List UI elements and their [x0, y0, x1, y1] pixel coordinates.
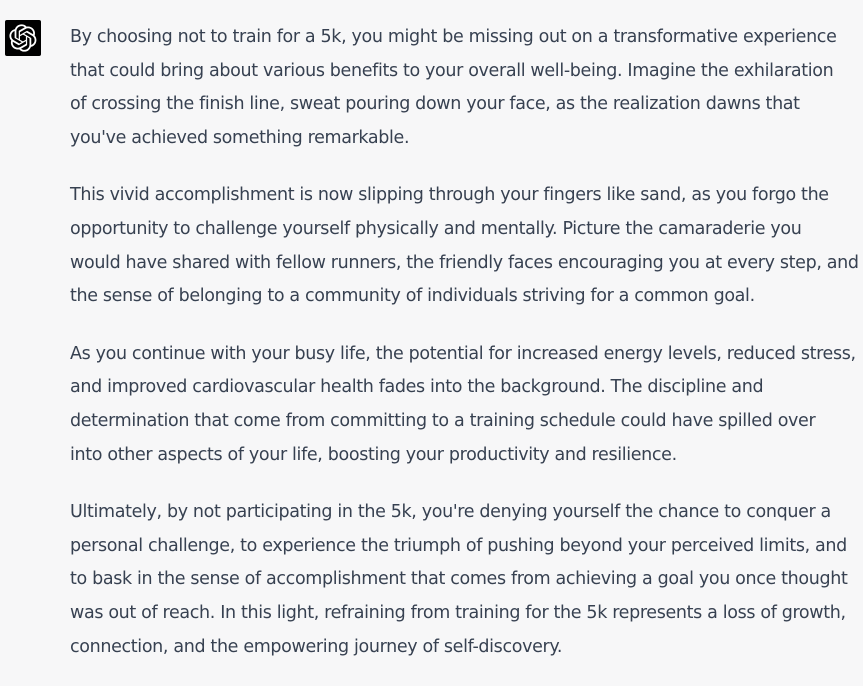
- paragraph-line: was out of reach. In this light, refraining from training for the 5k represents a loss of growth,: [70, 602, 846, 623]
- message-paragraph: [70, 21, 863, 155]
- paragraph-line: that could bring about various benefits to your overall well-being. Imagine the exhilaration: [70, 60, 834, 81]
- paragraph-line: Ultimately, by not participating in the 5k, you're denying yourself the chance to conquer a: [70, 502, 831, 523]
- message-paragraph: [70, 496, 863, 664]
- openai-logo-icon: [9, 24, 37, 52]
- message-content: [70, 21, 863, 686]
- message-paragraph: [70, 179, 863, 313]
- paragraph-line: This vivid accomplishment is now slipping through your fingers like sand, as you forgo the: [70, 185, 829, 206]
- paragraph-line: As you continue with your busy life, the potential for increased energy levels, reduced stress,: [70, 343, 856, 364]
- paragraph-line: the sense of belonging to a community of individuals striving for a common goal.: [70, 286, 755, 307]
- message-paragraph: [70, 338, 863, 472]
- paragraph-line: determination that come from committing to a training schedule could have spilled over: [70, 410, 816, 431]
- paragraph-line: personal challenge, to experience the triumph of pushing beyond your perceived limits, and: [70, 535, 847, 556]
- assistant-avatar: [5, 20, 41, 56]
- paragraph-line: into other aspects of your life, boosting your productivity and resilience.: [70, 444, 677, 465]
- paragraph-line: would have shared with fellow runners, the friendly faces encouraging you at every step, and: [70, 252, 859, 273]
- paragraph-line: By choosing not to train for a 5k, you might be missing out on a transformative experience: [70, 27, 837, 47]
- paragraph-line: of crossing the finish line, sweat pouring down your face, as the realization dawns that: [70, 94, 800, 115]
- paragraph-line: and improved cardiovascular health fades into the background. The discipline and: [70, 377, 764, 398]
- paragraph-line: to bask in the sense of accomplishment that comes from achieving a goal you once thought: [70, 569, 848, 590]
- paragraph-line: opportunity to challenge yourself physically and mentally. Picture the camaraderie you: [70, 218, 802, 239]
- paragraph-line: connection, and the empowering journey of self-discovery.: [70, 636, 563, 657]
- paragraph-line: you've achieved something remarkable.: [70, 127, 410, 148]
